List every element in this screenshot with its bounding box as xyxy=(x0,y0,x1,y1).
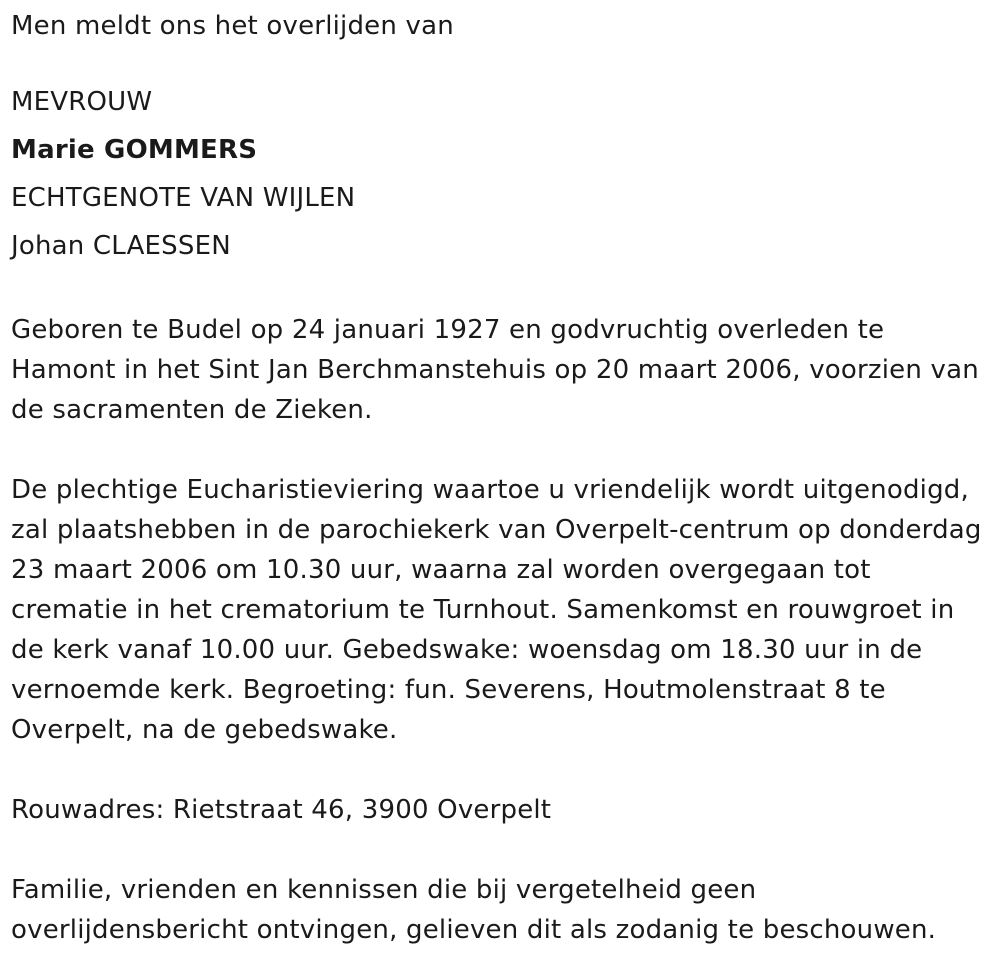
paragraph-line: Familie, vrienden en kennissen die bij vergetelheid geen xyxy=(11,875,757,905)
paragraph-line: crematie in het crematorium te Turnhout. Samenkomst en rouwgroet in xyxy=(11,595,955,625)
spouse-name: Johan CLAESSEN xyxy=(11,231,231,261)
relation-line: ECHTGENOTE VAN WIJLEN xyxy=(11,183,356,213)
paragraph-line: de sacramenten de Zieken. xyxy=(11,395,373,425)
deceased-name: Marie GOMMERS xyxy=(11,135,258,165)
birth-paragraph xyxy=(11,310,996,430)
paragraph-line: zal plaatshebben in de parochiekerk van Overpelt-centrum op donderdag xyxy=(11,515,982,545)
paragraph-line: Geboren te Budel op 24 januari 1927 en godvruchtig overleden te xyxy=(11,315,885,345)
paragraph-line: 23 maart 2006 om 10.30 uur, waarna zal worden overgegaan tot xyxy=(11,555,871,585)
intro-line: Men meldt ons het overlijden van xyxy=(11,11,454,41)
paragraph-line: De plechtige Eucharistieviering waartoe u vriendelijk wordt uitgenodigd, xyxy=(11,475,969,505)
paragraph-line: de kerk vanaf 10.00 uur. Gebedswake: woensdag om 18.30 uur in de xyxy=(11,635,923,665)
title-line: MEVROUW xyxy=(11,87,153,117)
paragraph-line: vernoemde kerk. Begroeting: fun. Severens, Houtmolenstraat 8 te xyxy=(11,675,886,705)
paragraph-line: overlijdensbericht ontvingen, gelieven dit als zodanig te beschouwen. xyxy=(11,915,937,945)
deceased-block xyxy=(11,78,996,270)
ceremony-paragraph xyxy=(11,470,996,750)
closing-paragraph xyxy=(11,870,996,950)
paragraph-line: Hamont in het Sint Jan Berchmanstehuis op 20 maart 2006, voorzien van xyxy=(11,355,979,385)
paragraph-line: Overpelt, na de gebedswake. xyxy=(11,715,398,745)
mourning-address: Rouwadres: Rietstraat 46, 3900 Overpelt xyxy=(11,795,552,825)
